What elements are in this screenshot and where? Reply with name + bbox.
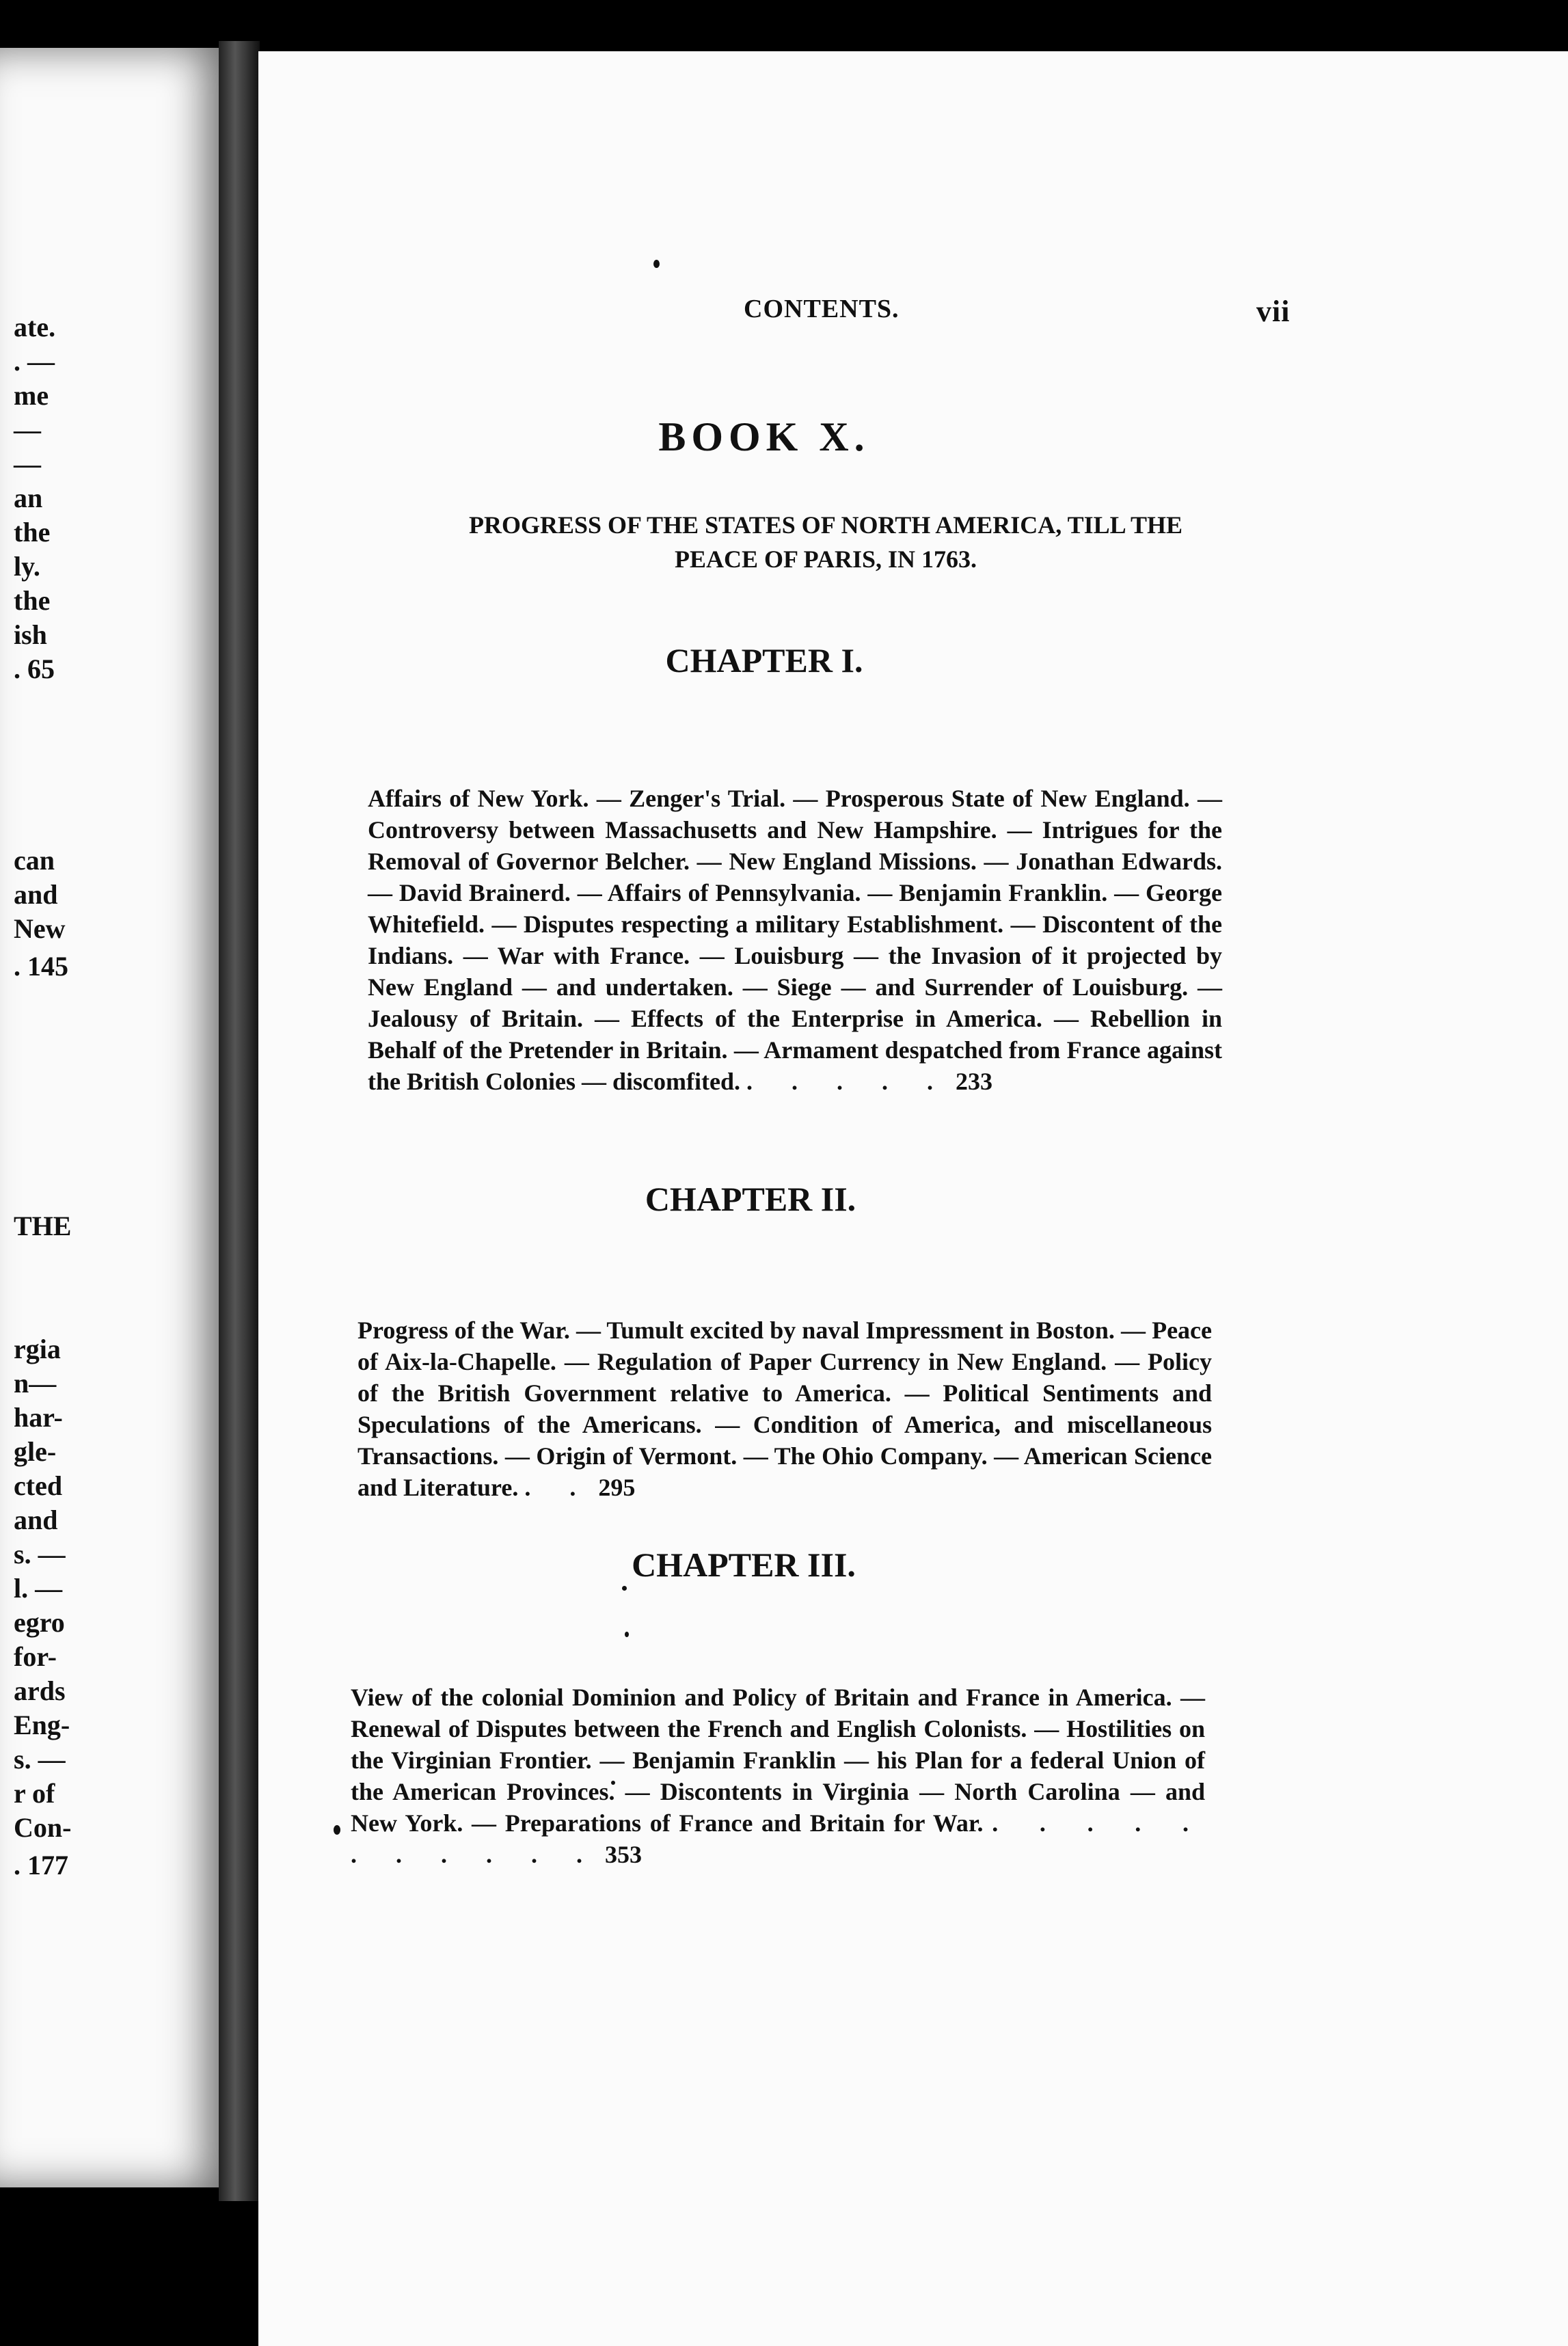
subtitle-line: PROGRESS OF THE STATES OF NORTH AMERICA, TILL THE [469, 511, 1182, 539]
left-page-text-fragment: ish [14, 619, 47, 650]
chapter-heading: CHAPTER II. [645, 1180, 856, 1218]
book-gutter [219, 41, 260, 2201]
left-page-text-fragment: ate. [14, 312, 56, 342]
left-page-text-fragment: egro [14, 1607, 65, 1638]
dot-leaders: . . [524, 1474, 593, 1501]
subtitle-line: PEACE OF PARIS, IN 1763. [674, 545, 977, 573]
left-page-text-fragment: the [14, 517, 51, 548]
chapter-heading: CHAPTER I. [665, 641, 863, 679]
left-page-text-fragment: . — [14, 346, 55, 377]
left-page-text-fragment: l. — [14, 1573, 63, 1604]
left-page-text-fragment: New [14, 913, 66, 944]
dot-leaders: . . . . . [746, 1068, 949, 1095]
ink-speck [653, 260, 660, 268]
left-page-text-fragment: n— [14, 1368, 57, 1399]
left-page-text-fragment: the [14, 585, 51, 616]
chapter-summary [357, 1314, 1212, 1503]
chapter-summary [351, 1682, 1205, 1870]
chapter-heading: CHAPTER III. [632, 1546, 856, 1584]
left-page-text-fragment: gle- [14, 1436, 57, 1467]
left-page-text-fragment: . 145 [14, 951, 68, 982]
left-page-text-fragment: and [14, 879, 58, 910]
left-page-text-fragment: — [14, 414, 41, 445]
book-title: BOOK X. [658, 414, 870, 459]
left-page-text-fragment: — [14, 448, 41, 479]
chapter-summary-text: View of the colonial Dominion and Policy of Britain and France in America. — Renewal of Disputes between the French and English Colonists. — Hostilities on the Virginian Frontier. — Benjamin Franklin — his Plan for a federal Union of the American Provinces. — Discontents in Virginia — North Carolina — and New York. — Preparations of France and Britain for War. [351, 1684, 1205, 1837]
left-page-text-fragment: for- [14, 1641, 57, 1672]
left-page-text-fragment: r of [14, 1778, 55, 1809]
contents-page [258, 51, 1568, 2346]
chapter-summary-text: Affairs of New York. — Zenger's Trial. — Prosperous State of New England. — Controversy between Massachusetts and New Hampshire. — Intrigues for the Removal of Governor Belcher. — New England Missions. — Jonathan Edwards. — David Brainerd. — Affairs of Pennsylvania. — Benjamin Franklin. — George Whitefield. — Disputes respecting a military Establishment. — Discontent of the Indians. — War with France. — Louisburg — the Invasion of it projected by New England — and undertaken. — Siege — and Surrender of Louisburg. — Jealousy of Britain. — Effects of the Enterprise in America. — Rebellion in Behalf of the Pretender in Britain. — Armament despatched from France against the British Colonies — discomfited. [368, 785, 1222, 1095]
left-page-text-fragment: Con- [14, 1812, 72, 1843]
book-subtitle [368, 508, 1284, 576]
left-page-text-fragment: s. — [14, 1539, 66, 1569]
left-page-text-fragment: THE [14, 1211, 72, 1241]
left-page-text-fragment: cted [14, 1470, 63, 1501]
left-page-text-fragment: and [14, 1505, 58, 1535]
chapter-page-number: 353 [605, 1841, 642, 1868]
left-page-text-fragment: har- [14, 1402, 63, 1433]
ink-speck [625, 1632, 629, 1637]
left-page-text-fragment: . 177 [14, 1850, 68, 1880]
chapter-page-number: 233 [956, 1068, 992, 1095]
left-page-text-fragment: ards [14, 1675, 66, 1706]
chapter-summary [368, 783, 1222, 1097]
left-page-text-fragment: an [14, 483, 43, 513]
left-page-text-fragment: me [14, 380, 49, 411]
ink-speck [334, 1825, 340, 1835]
left-page-text-fragment: s. — [14, 1744, 66, 1775]
left-page-text-fragment: rgia [14, 1334, 61, 1364]
dot-leaders: . . . . . . . . . . . [351, 1809, 1206, 1868]
chapter-page-number: 295 [598, 1474, 636, 1501]
left-page-text-fragment: Eng- [14, 1710, 70, 1740]
ink-speck [622, 1586, 627, 1591]
running-title: CONTENTS. [744, 295, 900, 323]
left-page-text-fragment: . 65 [14, 653, 55, 684]
page-number: vii [1256, 295, 1290, 328]
chapter-summary-text: Progress of the War. — Tumult excited by naval Impressment in Boston. — Peace of Aix-la-Chapelle. — Regulation of Paper Currency in New England. — Policy of the British Government relative to America. — Political Sentiments and Speculations of the Americans. — Condition of America, and miscellaneous Transactions. — Origin of Vermont. — The Ohio Company. — American Science and Literature. [357, 1317, 1212, 1501]
left-page-text-fragment: can [14, 845, 55, 876]
left-page-text-fragment: ly. [14, 551, 40, 582]
left-page-fragment [0, 48, 232, 2187]
